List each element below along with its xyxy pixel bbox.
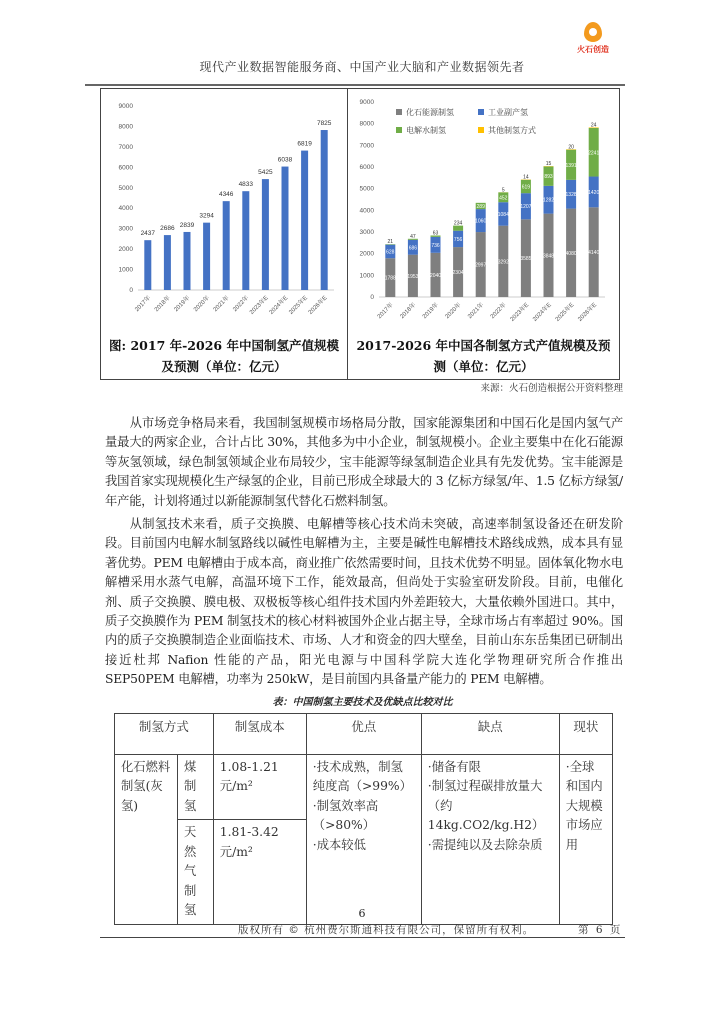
bar (262, 179, 269, 290)
bar (203, 223, 210, 290)
x-tick-label: 2021年 (212, 295, 231, 314)
x-tick-label: 2019年 (421, 302, 440, 321)
x-tick-label: 2025年E (554, 302, 576, 323)
figure-box (100, 88, 620, 380)
x-tick-label: 2022年 (232, 295, 251, 314)
bar-value-label: 2437 (140, 230, 156, 238)
total-value-bar-chart (101, 89, 347, 333)
segment-value-label: 1953 (407, 273, 419, 280)
x-tick-label: 2024年E (532, 302, 553, 323)
segment-value-label: 2304 (452, 270, 464, 277)
page-number: 6 (358, 907, 366, 920)
bar (242, 191, 249, 290)
cons-cell (421, 754, 559, 924)
y-tick-label: 7000 (359, 142, 374, 150)
footer-page-label: 第 6 页 (578, 924, 623, 936)
segment-value-label: 2241 (588, 150, 600, 157)
bar (301, 151, 308, 290)
con-item: ·制氢过程碳排放量大（约 14kg.CO2/kg.H2） (427, 779, 545, 833)
y-tick-label: 0 (129, 287, 133, 294)
bar-value-label: 6819 (297, 140, 312, 148)
bar-value-label: 3294 (199, 212, 214, 220)
y-tick-label: 8000 (359, 120, 374, 128)
segment-value-label: 756 (453, 236, 463, 243)
segment-value-label: 1788 (384, 275, 396, 282)
x-tick-label: 2017年 (134, 295, 153, 314)
x-tick-label: 2019年 (173, 295, 192, 314)
segment-value-label: 234 (453, 220, 463, 227)
bar-value-label: 7825 (316, 120, 332, 128)
figure-caption-row (101, 333, 619, 379)
table-row (115, 754, 613, 820)
y-tick-label: 1000 (118, 266, 133, 274)
segment-value-label: 1084 (497, 211, 509, 218)
footer-divider (100, 937, 625, 938)
segment-value-label: 3585 (520, 256, 532, 263)
segment-value-label: 21 (387, 239, 394, 246)
x-tick-label: 2026年E (577, 302, 599, 323)
bar (321, 130, 328, 290)
legend-swatch (396, 127, 402, 133)
bar-value-label: 4833 (238, 181, 254, 189)
header-cons: 缺点 (421, 713, 559, 754)
y-tick-label: 4000 (118, 205, 133, 213)
figure-caption-right: 2017-2026 年中国各制氢方式产值规模及预测（单位：亿元） (356, 338, 611, 374)
legend-label: 其他制氢方式 (488, 126, 536, 135)
bar-value-label: 6038 (277, 156, 293, 164)
segment-value-label: 686 (408, 245, 418, 252)
bar-value-label: 4346 (218, 191, 234, 199)
x-tick-label: 2018年 (153, 295, 172, 314)
segment-value-label: 20 (568, 144, 574, 151)
header-pros: 优点 (306, 713, 421, 754)
x-tick-label: 2023年E (509, 302, 531, 323)
legend-swatch (396, 109, 402, 115)
bar (282, 167, 289, 290)
y-tick-label: 5000 (359, 185, 374, 193)
x-tick-label: 2020年 (193, 295, 212, 314)
segment-value-label: 289 (476, 203, 485, 210)
segment-value-label: 628 (386, 249, 395, 256)
bar (164, 235, 171, 290)
y-tick-label: 5000 (118, 184, 133, 192)
bar-value-label: 2839 (179, 221, 195, 229)
x-tick-label: 2022年 (489, 302, 508, 321)
x-tick-label: 2024年E (268, 295, 290, 316)
segment-value-label: 14 (523, 174, 529, 181)
legend-label: 电解水制氢 (406, 126, 446, 135)
y-tick-label: 8000 (118, 123, 133, 131)
table-title: 表：中国制氢主要技术及优缺点比较对比 (272, 696, 453, 708)
stacked-method-bar-chart (348, 89, 619, 333)
y-tick-label: 7000 (118, 143, 133, 151)
bar-value-label: 2686 (160, 225, 175, 233)
segment-value-label: 2997 (475, 262, 487, 269)
x-tick-label: 2026年E (307, 295, 329, 316)
header-slogan: 现代产业数据智能服务商、中国产业大脑和产业数据领先者 (199, 60, 525, 74)
cost-cell: 1.81-3.42 元/m² (213, 820, 306, 925)
segment-value-label: 1060 (475, 218, 487, 225)
x-tick-label: 2021年 (467, 302, 486, 321)
y-tick-label: 2000 (359, 250, 374, 258)
header-cost: 制氢成本 (213, 713, 306, 754)
bar (144, 240, 151, 290)
y-tick-label: 0 (370, 294, 374, 301)
legend-label: 工业副产氢 (488, 108, 528, 117)
x-tick-label: 2025年E (288, 295, 310, 316)
pro-item: ·制氢效率高（>80%） (312, 798, 379, 833)
segment-value-label: 736 (431, 242, 440, 249)
pros-cell (306, 754, 421, 924)
status-cell: ·全球和国内大规模市场应用 (559, 754, 612, 924)
table-header-row (115, 713, 613, 754)
segment-value-label: 4140 (588, 250, 600, 257)
segment-value-label: 1391 (565, 162, 577, 169)
figure-chart-row (101, 89, 619, 333)
paragraph-market-competition: 从市场竞争格局来看，我国制氢规模市场格局分散，国家能源集团和中国石化是国内氢气产量最大的两家企业，合计占比 30%，其他多为中小企业，制氢规模小。企业主要集中在化石能源等灰氢领域，绿色制氢领域企业布局较少，宝丰能源等绿氢制造企业具有先发优势。宝丰能源是我国首家实现规模化生产绿氢的企业，目前已形成全球最大的 3 亿标方绿氢/年、1.5 亿标方绿氢/年产能，计划将通过以新能源制氢代替化石燃料制氢。 (105, 416, 623, 508)
segment-value-label: 5 (501, 187, 505, 194)
segment-value-label: 2040 (429, 272, 442, 279)
bar (223, 201, 230, 290)
segment-value-label: 63 (432, 230, 439, 237)
segment-value-label: 15 (545, 161, 552, 168)
y-tick-label: 2000 (118, 246, 133, 254)
segment-value-label: 1207 (520, 204, 532, 211)
header-divider (85, 84, 625, 86)
segment-value-label: 24 (590, 122, 597, 129)
figure-caption-left: 图: 2017 年-2026 年中国制氢产值规模及预测（单位：亿元） (109, 338, 339, 374)
hydrogen-tech-comparison-table (114, 713, 613, 925)
segment-value-label: 4080 (565, 250, 577, 257)
segment-value-label: 3292 (497, 259, 509, 266)
legend-swatch (478, 127, 484, 133)
segment-value-label: 452 (499, 195, 508, 202)
y-tick-label: 3000 (359, 229, 374, 236)
segment-value-label: 3848 (542, 253, 555, 260)
y-tick-label: 4000 (359, 207, 374, 215)
x-tick-label: 2020年 (444, 302, 463, 321)
footer-copyright: 版权所有 © 杭州费尔斯通科技有限公司，保留所有权利。 (238, 924, 535, 936)
method-cell: 天然气制氢 (178, 820, 214, 925)
x-tick-label: 2018年 (399, 302, 418, 321)
y-tick-label: 6000 (118, 164, 133, 172)
segment-value-label: 1328 (565, 192, 577, 199)
segment-value-label: 893 (544, 174, 553, 181)
segment-value-label: 47 (410, 233, 416, 240)
bar (184, 232, 191, 290)
x-tick-label: 2023年E (249, 295, 270, 316)
y-tick-label: 1000 (359, 272, 374, 280)
legend-label: 化石能源制氢 (406, 108, 454, 117)
x-tick-label: 2017年 (376, 302, 395, 321)
y-tick-label: 9000 (118, 103, 133, 110)
cost-cell: 1.08-1.21 元/m² (213, 754, 306, 820)
logo-text: 火石创造 (577, 44, 609, 54)
main-content (100, 88, 625, 925)
y-tick-label: 3000 (118, 225, 133, 233)
paragraph-technology: 从制氢技术来看，质子交换膜、电解槽等核心技术尚未突破，高速率制氢设备还在研发阶段。目前国内电解水制氢路线以碱性电解槽为主，主要是碱性电解槽技术路线成熟，成本具有显著优势。PEM 电解槽由于成本高，商业推广依然需要时间，且技术优势不明显。固体氧化物水电解槽采用水蒸气电解，高温环境下工作，能效最高，但尚处于实验室研发阶段。目前，电催化剂、质子交换膜、膜电极、双极板等核心组件技术国内外差距较大，大量依赖外国进口。其中，质子交换膜作为 PEM 制氢技术的核心材料被国外企业占据主导，全球市场占有率超过 90%。国内的质子交换膜制造企业面临技术、市场、人才和资金的四大壁垒，目前山东东岳集团已研制出接近杜邦 Nafion 性能的产品，阳光电源与中国科学院大连化学物理研究所合作推出 SEP50PEM 电解槽，功率为 250kW，是目前国内具备量产能力的 PEM 电解槽。 (105, 517, 623, 687)
segment-value-label: 1282 (542, 197, 555, 204)
bar-value-label: 5425 (258, 169, 273, 177)
segment-value-label: 619 (521, 184, 531, 191)
figure-source: 来源：火石创造根据公开资料整理 (480, 383, 623, 394)
y-tick-label: 9000 (359, 99, 374, 106)
header-method: 制氢方式 (115, 713, 214, 754)
category-cell: 化石燃料制氢(灰氢) (115, 754, 178, 924)
company-logo (572, 22, 614, 55)
legend-swatch (478, 109, 484, 115)
flame-logo-icon (584, 22, 602, 42)
segment-value-label: 1420 (588, 189, 600, 196)
con-item: ·储备有限 (427, 759, 481, 774)
pro-item: ·成本较低 (312, 837, 366, 852)
con-item: ·需提纯以及去除杂质 (427, 837, 543, 852)
method-cell: 煤制氢 (178, 754, 214, 820)
y-tick-label: 6000 (359, 164, 374, 171)
header-status: 现状 (559, 713, 612, 754)
pro-item: ·技术成熟，制氢纯度高（>99%） (312, 759, 412, 794)
